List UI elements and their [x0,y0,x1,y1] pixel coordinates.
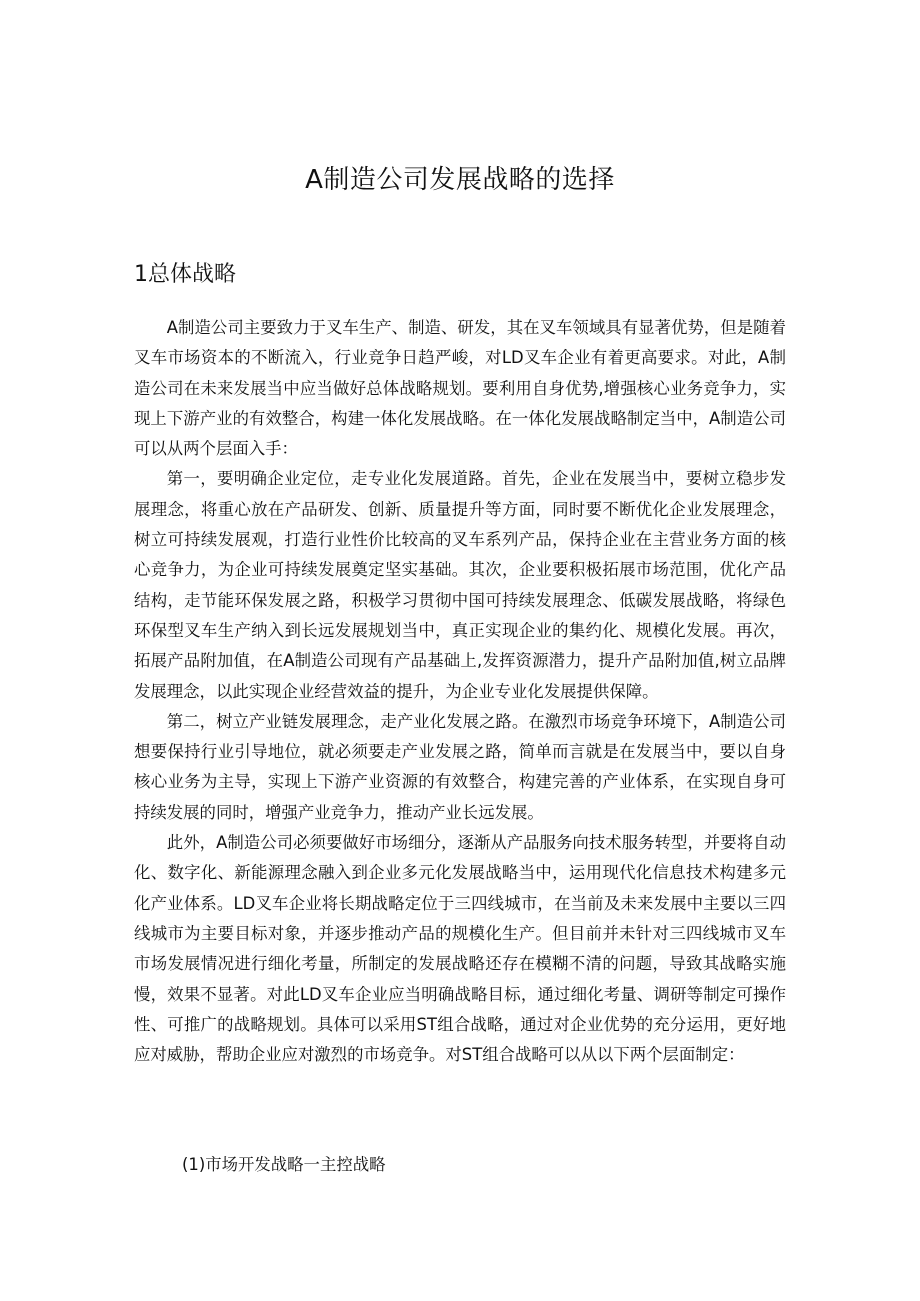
body-text [134,313,786,1070]
section-heading: 1总体战略 [134,262,236,287]
paragraph-first-point: 第一，要明确企业定位，走专业化发展道路。首先，企业在发展当中，要树立稳步发展理念，将重心放在产品研发、创新、质量提升等方面，同时要不断优化企业发展理念，树立可持续发展观，打造行业性价比较高的叉车系列产品，保持企业在主营业务方面的核心竞争力，为企业可持续发展奠定坚实基础。其次，企业要积极拓展市场范围，优化产品结构，走节能环保发展之路，积极学习贯彻中国可持续发展理念、低碳发展战略，将绿色环保型叉车生产纳入到长远发展规划当中，真正实现企业的集约化、规模化发展。再次，拓展产品附加值，在A制造公司现有产品基础上,发挥资源潜力，提升产品附加值,树立品牌发展理念，以此实现企业经营效益的提升，为企业专业化发展提供保障。 [134,469,786,701]
paragraph-additional: 此外，A制造公司必须要做好市场细分，逐渐从产品服务向技术服务转型，并要将自动化、数字化、新能源理念融入到企业多元化发展战略当中，运用现代化信息技术构建多元化产业体系。LD叉车企业将长期战略定位于三四线城市，在当前及未来发展中主要以三四线城市为主要目标对象，并逐步推动产品的规模化生产。但目前并未针对三四线城市叉车市场发展情况进行细化考量，所制定的发展战略还存在模糊不清的问题，导致其战略实施慢，效果不显著。对此LD叉车企业应当明确战略目标，通过细化考量、调研等制定可操作性、可推广的战略规划。具体可以采用ST组合战略，通过对企业优势的充分运用，更好地应对威胁，帮助企业应对激烈的市场竞争。对ST组合战略可以从以下两个层面制定： [134,833,786,1065]
document-title: A制造公司发展战略的选择 [305,165,615,195]
paragraph-second-point: 第二，树立产业链发展理念，走产业化发展之路。在激烈市场竞争环境下，A制造公司想要保持行业引导地位，就必须要走产业发展之路，简单而言就是在发展当中，要以自身核心业务为主导，实现上下游产业资源的有效整合，构建完善的产业体系，在实现自身可持续发展的同时，增强产业竞争力，推动产业长远发展。 [134,711,786,822]
list-item-market-strategy: (1)市场开发战略一主控战略 [182,1155,386,1174]
paragraph-intro: A制造公司主要致力于叉车生产、制造、研发，其在叉车领域具有显著优势，但是随着叉车市场资本的不断流入，行业竞争日趋严峻，对LD叉车企业有着更高要求。对此，A制造公司在未来发展当中应当做好总体战略规划。要利用自身优势,增强核心业务竞争力，实现上下游产业的有效整合，构建一体化发展战略。在一体化发展战略制定当中，A制造公司可以从两个层面入手： [134,318,786,459]
